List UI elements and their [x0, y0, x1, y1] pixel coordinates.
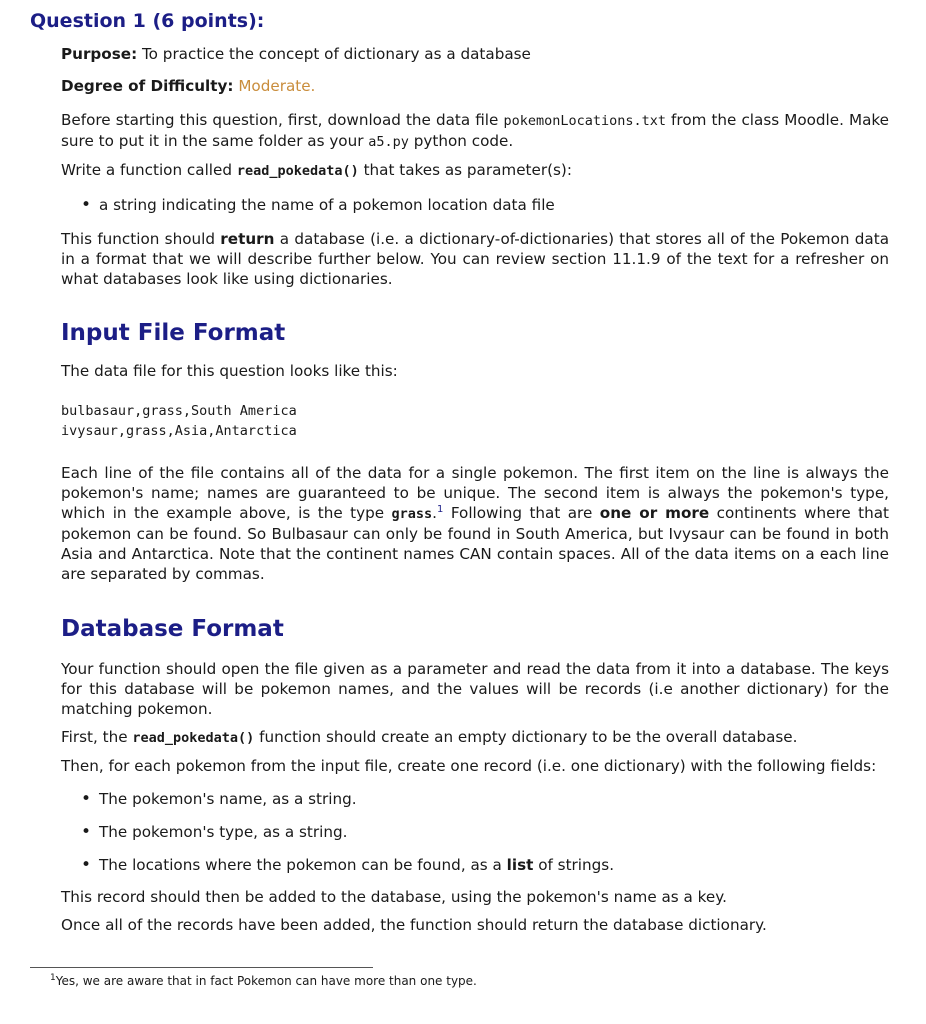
- description-text: continents where that pokemon can be found. So Bulbasaur can only be found in South America, but Ivysaur can be found in both Asia and Antarctica. Note that the continent names CAN contain spaces. All of the data items on a each line are separated by commas.: [61, 504, 889, 583]
- one-or-more-emphasis: one or more: [599, 504, 710, 522]
- difficulty-line: [61, 76, 889, 96]
- sample-data-block: [61, 401, 889, 441]
- description-text: Each line of the file contains all of the data for a single pokemon. The first item on the line is always the pokemon's name; names are guaranteed to be unique. The second item is always the pokemon's type, which in the example above, is the type: [61, 464, 889, 522]
- parameter-list: [61, 195, 889, 215]
- purpose-label: Purpose:: [61, 45, 138, 63]
- footnote-reference[interactable]: 1: [437, 503, 444, 515]
- list-item: • The pokemon's type, as a string.: [61, 822, 889, 842]
- list-emphasis: list: [506, 856, 534, 874]
- difficulty-value: Moderate.: [238, 77, 316, 95]
- database-text: First, the: [61, 728, 133, 746]
- intro-text: a database (i.e. a dictionary-of-dictionaries) that stores all of the Pokemon data in a format that we will describe further below. You can review section 11.1.9 of the text for a refresher on what databases look like using dictionaries.: [61, 230, 890, 288]
- purpose-text: To practice the concept of dictionary as a database: [141, 45, 531, 63]
- type-grass: grass: [391, 506, 433, 522]
- function-name: read_pokedata(): [132, 730, 255, 746]
- function-name: read_pokedata(): [236, 163, 359, 179]
- database-format-heading: Database Format: [61, 616, 284, 642]
- footnote: [50, 973, 477, 989]
- database-paragraph-4: This record should then be added to the database, using the pokemon's name as a key.: [61, 888, 727, 906]
- input-format-lead: The data file for this question looks like this:: [61, 362, 398, 380]
- footnote-text: Yes, we are aware that in fact Pokemon can have more than one type.: [55, 974, 477, 988]
- database-text: function should create an empty dictionary to be the overall database.: [254, 728, 798, 746]
- intro-text: that takes as parameter(s):: [358, 161, 572, 179]
- list-item: • a string indicating the name of a pokemon location data file: [61, 195, 889, 215]
- input-format-heading: Input File Format: [61, 320, 286, 346]
- intro-paragraph-3: [61, 229, 889, 289]
- data-file-name: pokemonLocations.txt: [503, 113, 666, 129]
- list-item-text: The locations where the pokemon can be found, as a: [99, 856, 507, 874]
- intro-paragraph-2: [61, 160, 889, 181]
- intro-text: Before starting this question, first, download the data file: [61, 111, 504, 129]
- description-text: .: [432, 504, 437, 522]
- python-file-name: a5.py: [368, 134, 409, 150]
- question-title: Question 1 (6 points):: [30, 10, 265, 32]
- description-text: Following that are: [443, 504, 600, 522]
- database-paragraph-3: Then, for each pokemon from the input file, create one record (i.e. one dictionary) with the following fields:: [61, 757, 877, 775]
- return-keyword: return: [220, 230, 275, 248]
- intro-text: from the class Moodle. Make sure to put it in the same folder as your: [61, 111, 890, 150]
- input-format-description: [61, 463, 889, 584]
- footnote-divider: [30, 967, 373, 968]
- list-item-text: of strings.: [533, 856, 615, 874]
- list-item: [61, 855, 889, 875]
- record-fields-list: [61, 789, 889, 875]
- database-paragraph-2: [61, 727, 889, 748]
- intro-text: This function should: [61, 230, 221, 248]
- list-item: • The pokemon's name, as a string.: [61, 789, 889, 809]
- intro-text: python code.: [408, 132, 514, 150]
- intro-paragraph-1: [61, 110, 889, 152]
- question-body: [61, 44, 889, 935]
- database-paragraph-5: Once all of the records have been added, the function should return the database dictionary.: [61, 916, 767, 934]
- intro-text: Write a function called: [61, 161, 237, 179]
- difficulty-label: Degree of Difficulty:: [61, 77, 234, 95]
- footnote-mark: 1: [50, 973, 56, 983]
- code-line: bulbasaur,grass,South America: [61, 403, 297, 419]
- purpose-line: [61, 44, 889, 64]
- code-line: ivysaur,grass,Asia,Antarctica: [61, 423, 297, 439]
- database-paragraph-1: Your function should open the file given as a parameter and read the data from it into a database. The keys for this database will be pokemon names, and the values will be records (i.e another dictionary) for the matching pokemon.: [61, 660, 889, 718]
